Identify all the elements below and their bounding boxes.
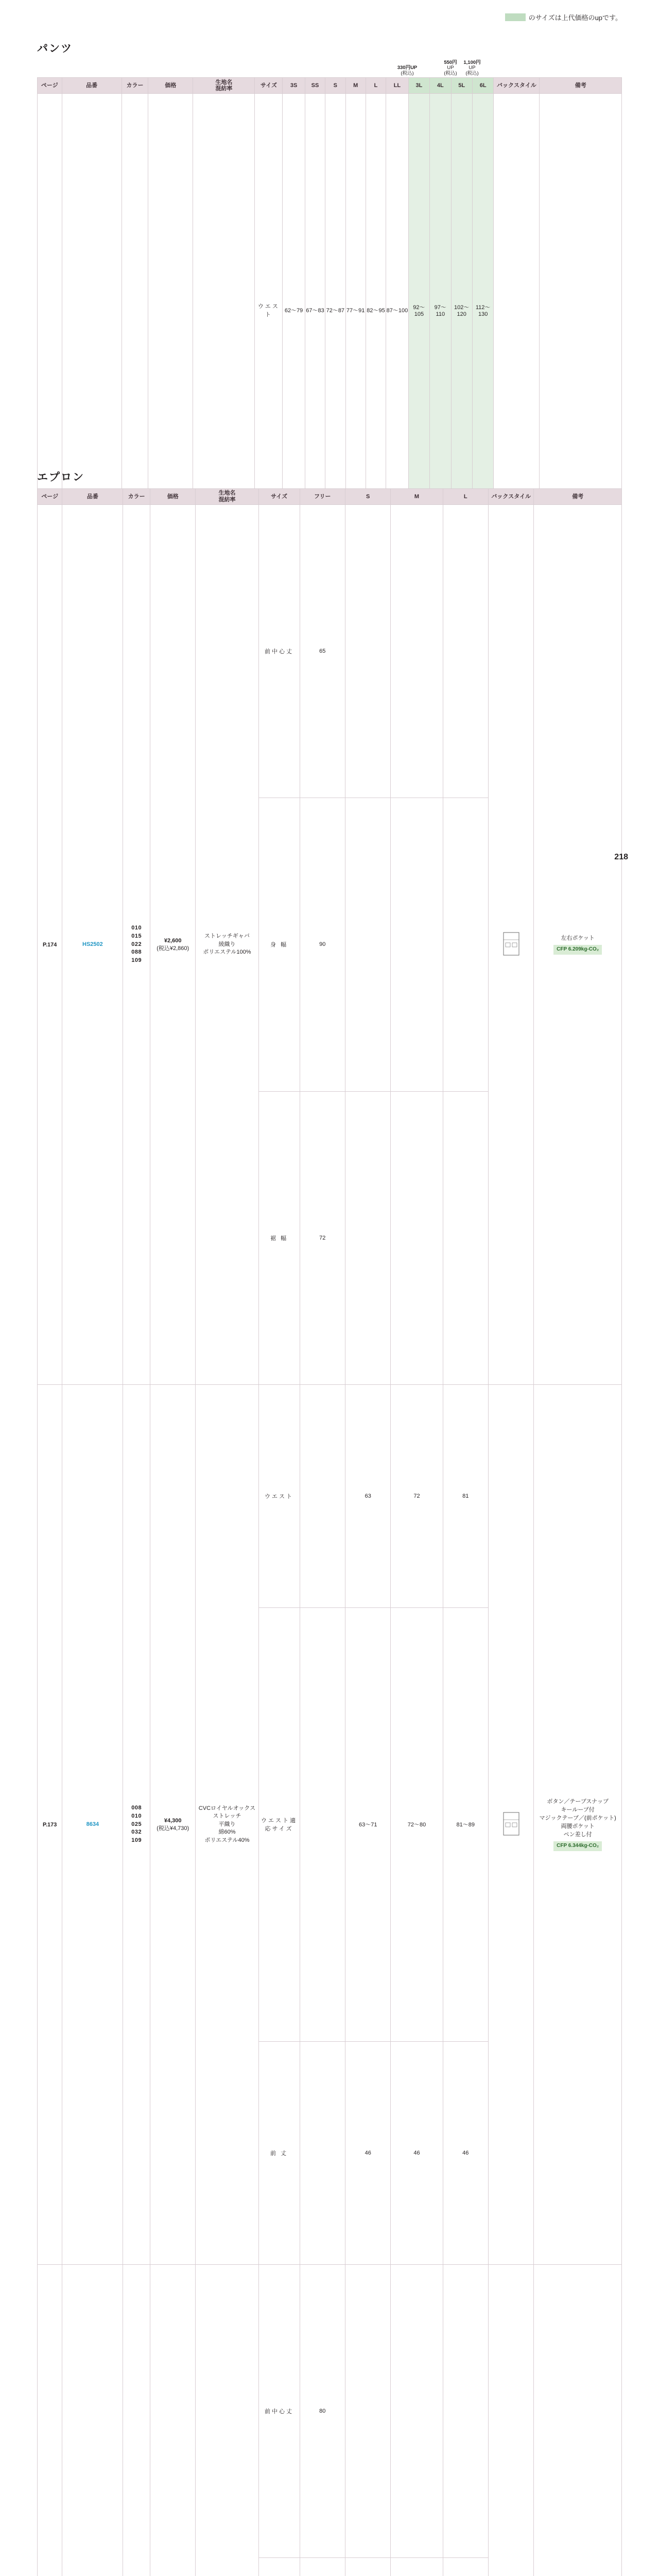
upcharge-3l: 330円UP (税込) bbox=[396, 60, 418, 77]
measure-label: ウエスト適応サイズ bbox=[258, 1608, 300, 2041]
color-codes: 008 010 025 032 109 bbox=[123, 1385, 150, 2265]
column-header: S bbox=[345, 489, 391, 505]
fabric-info bbox=[196, 2265, 258, 2576]
price bbox=[150, 2265, 195, 2576]
measure-value bbox=[391, 2265, 443, 2558]
measure-value: 67〜83 bbox=[305, 94, 325, 527]
column-header: 5L bbox=[451, 78, 472, 94]
remarks-text: 左右ポケット bbox=[561, 935, 594, 941]
page-ref: P.173 bbox=[38, 1385, 62, 2265]
measure-value bbox=[391, 798, 443, 1091]
green-swatch-icon bbox=[505, 13, 526, 21]
column-header: サイズ bbox=[258, 489, 300, 505]
measure-value: 63 bbox=[345, 1385, 391, 1608]
measure-value bbox=[300, 1608, 345, 2041]
column-header: LL bbox=[386, 78, 408, 94]
back-style-image bbox=[488, 1385, 533, 2265]
measure-value: 65 bbox=[300, 505, 345, 798]
measure-value: 72 bbox=[300, 1091, 345, 1384]
measure-value: 87〜100 bbox=[386, 94, 408, 527]
column-header: SS bbox=[305, 78, 325, 94]
measure-value bbox=[443, 505, 488, 798]
column-header: 6L bbox=[472, 78, 493, 94]
column-header: 備考 bbox=[540, 78, 622, 94]
measure-value: 82〜95 bbox=[366, 94, 386, 527]
measure-label: ウエスト bbox=[258, 1385, 300, 1608]
upcharge-note bbox=[505, 12, 622, 22]
fabric-info: ストレッチギャバ 綾織り ポリエステル100% bbox=[196, 505, 258, 1385]
price: ¥2,600 (税込¥2,860) bbox=[150, 505, 195, 1385]
upcharge-note-text: のサイズは上代価格のupです。 bbox=[529, 12, 622, 22]
page-ref: P.174 bbox=[38, 505, 62, 1385]
column-header: 4L bbox=[430, 78, 451, 94]
column-header: サイズ bbox=[255, 78, 283, 94]
product-code[interactable]: HS2502 bbox=[62, 505, 123, 1385]
measure-value: 97〜110 bbox=[430, 94, 451, 527]
section-title: エプロン bbox=[37, 469, 622, 484]
cfp-badge: CFP 6.209kg-CO₂ bbox=[553, 945, 602, 955]
column-header: L bbox=[443, 489, 488, 505]
column-header: M bbox=[391, 489, 443, 505]
measure-value: 102〜120 bbox=[451, 94, 472, 527]
column-header: 3S bbox=[283, 78, 305, 94]
upcharge-5l: 550円 UP (税込) bbox=[440, 60, 461, 77]
column-header: カラー bbox=[122, 78, 148, 94]
measure-value: 112〜130 bbox=[472, 94, 493, 527]
measure-value bbox=[345, 2558, 391, 2576]
column-header: 3L bbox=[408, 78, 429, 94]
measure-value: 46 bbox=[443, 2041, 488, 2264]
measure-value bbox=[443, 1091, 488, 1384]
catalog-page bbox=[0, 0, 659, 879]
measure-label: 前中心丈 bbox=[258, 505, 300, 798]
table-row bbox=[38, 505, 622, 798]
column-header: ページ bbox=[38, 78, 62, 94]
column-header: 生地名 混紡率 bbox=[196, 489, 258, 505]
table-row bbox=[38, 94, 622, 527]
measure-value bbox=[391, 505, 443, 798]
measure-label bbox=[258, 2558, 300, 2576]
table-row bbox=[38, 2265, 622, 2558]
column-header: 生地名 混紡率 bbox=[193, 78, 255, 94]
column-header: 品番 bbox=[62, 489, 123, 505]
measure-label: 前 丈 bbox=[258, 2041, 300, 2264]
measure-value bbox=[345, 798, 391, 1091]
measure-value: 80 bbox=[300, 2265, 345, 2558]
measure-value: 81 bbox=[443, 1385, 488, 1608]
column-header: ページ bbox=[38, 489, 62, 505]
measure-value: 72 bbox=[391, 1385, 443, 1608]
measure-value: 62〜79 bbox=[283, 94, 305, 527]
column-header: バックスタイル bbox=[488, 489, 533, 505]
measure-label: 身 幅 bbox=[258, 798, 300, 1091]
apron-illustration-icon bbox=[497, 1808, 525, 1841]
measure-value bbox=[300, 2558, 345, 2576]
measure-label: ウエスト bbox=[255, 94, 283, 527]
cfp-badge: CFP 6.344kg-CO₂ bbox=[553, 1841, 602, 1851]
section-1 bbox=[37, 469, 622, 2576]
measure-value bbox=[443, 2558, 488, 2576]
column-header: フリー bbox=[300, 489, 345, 505]
measure-value: 81〜89 bbox=[443, 1608, 488, 2041]
remarks-text: ボタン／テープスナップ キーループ付 マジックテープ／(前ポケット) 両腰ポケット ペン差し付 bbox=[540, 1799, 616, 1838]
column-header: カラー bbox=[123, 489, 150, 505]
color-codes bbox=[123, 2265, 150, 2576]
measure-value: 46 bbox=[391, 2041, 443, 2264]
measure-value bbox=[345, 2265, 391, 2558]
product-code[interactable]: 8634 bbox=[62, 1385, 123, 2265]
page-number: 218 bbox=[614, 853, 628, 862]
back-style-image bbox=[488, 505, 533, 1385]
back-style-image bbox=[488, 2265, 533, 2576]
measure-value bbox=[391, 2558, 443, 2576]
table-row bbox=[38, 1385, 622, 1608]
column-header: M bbox=[345, 78, 366, 94]
apron-illustration-icon bbox=[497, 928, 525, 961]
column-header: 品番 bbox=[62, 78, 122, 94]
upcharge-6l: 1,100円 UP (税込) bbox=[461, 60, 483, 77]
measure-value: 63〜71 bbox=[345, 1608, 391, 2041]
measure-value bbox=[345, 1091, 391, 1384]
remarks bbox=[534, 1385, 622, 2265]
table-wrapper bbox=[37, 488, 622, 2576]
remarks bbox=[534, 505, 622, 1385]
section-title: パンツ bbox=[37, 40, 622, 56]
upcharge-strip bbox=[37, 60, 622, 77]
remarks bbox=[534, 2265, 622, 2576]
column-header: 価格 bbox=[148, 78, 193, 94]
measure-value bbox=[300, 2041, 345, 2264]
fabric-info: CVCロイヤルオックスストレッチ 平織り 綿60% ポリエステル40% bbox=[196, 1385, 258, 2265]
measure-value: 72〜80 bbox=[391, 1608, 443, 2041]
measure-value bbox=[443, 2265, 488, 2558]
column-header: 価格 bbox=[150, 489, 195, 505]
price: ¥4,300 (税込¥4,730) bbox=[150, 1385, 195, 2265]
measure-value: 46 bbox=[345, 2041, 391, 2264]
color-codes: 010 015 022 088 109 bbox=[123, 505, 150, 1385]
measure-label: 裾 幅 bbox=[258, 1091, 300, 1384]
column-header: バックスタイル bbox=[494, 78, 540, 94]
product-code[interactable] bbox=[62, 2265, 123, 2576]
column-header: 備考 bbox=[534, 489, 622, 505]
measure-value bbox=[345, 505, 391, 798]
column-header: S bbox=[325, 78, 345, 94]
product-table bbox=[37, 488, 622, 2576]
page-ref bbox=[38, 2265, 62, 2576]
measure-value: 92〜105 bbox=[408, 94, 429, 527]
measure-value bbox=[443, 798, 488, 1091]
measure-value: 90 bbox=[300, 798, 345, 1091]
column-header: L bbox=[366, 78, 386, 94]
measure-value: 72〜87 bbox=[325, 94, 345, 527]
measure-label: 前中心丈 bbox=[258, 2265, 300, 2558]
measure-value bbox=[300, 1385, 345, 1608]
measure-value: 77〜91 bbox=[345, 94, 366, 527]
measure-value bbox=[391, 1091, 443, 1384]
